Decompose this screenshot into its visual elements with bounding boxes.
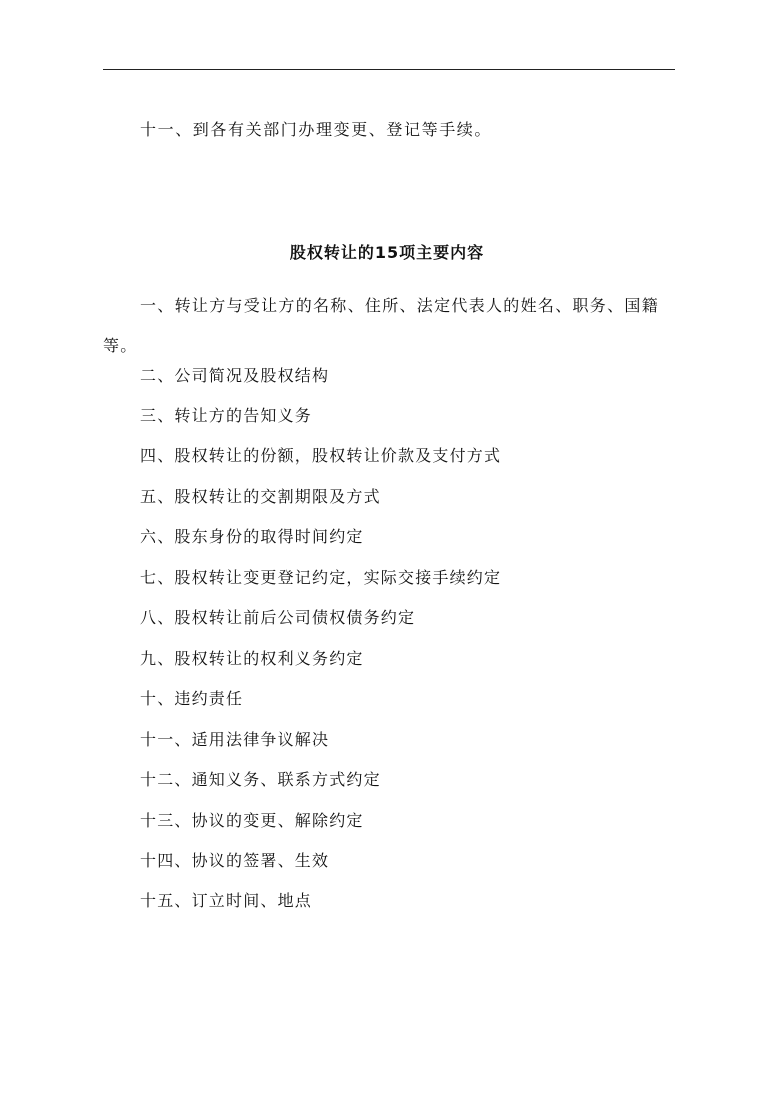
section-title: 股权转让的15项主要内容: [289, 243, 485, 262]
content-item-11: 十一、适用法律争议解决: [140, 730, 330, 749]
content-item-4: 四、股权转让的份额，股权转让价款及支付方式: [140, 446, 502, 465]
content-item-3: 三、转让方的告知义务: [140, 406, 313, 425]
content-item-5: 五、股权转让的交割期限及方式: [140, 487, 381, 506]
content-item-15: 十五、订立时间、地点: [140, 891, 313, 910]
content-item-6: 六、股东身份的取得时间约定: [140, 527, 364, 546]
content-item-13: 十三、协议的变更、解除约定: [140, 811, 364, 830]
content-item-8: 八、股权转让前后公司债权债务约定: [140, 608, 416, 627]
content-item-7: 七、股权转让变更登记约定，实际交接手续约定: [140, 568, 502, 587]
content-item-12: 十二、通知义务、联系方式约定: [140, 770, 381, 789]
content-item-9: 九、股权转让的权利义务约定: [140, 649, 364, 668]
previous-section-item: 十一、到各有关部门办理变更、登记等手续。: [140, 120, 493, 139]
content-item-10: 十、违约责任: [140, 689, 244, 708]
content-item-2: 二、公司简况及股权结构: [140, 366, 330, 385]
content-item-1: 一、转让方与受让方的名称、住所、法定代表人的姓名、职务、国籍等。: [103, 296, 660, 355]
content-item-14: 十四、协议的签署、生效: [140, 851, 330, 870]
header-rule: [103, 69, 675, 70]
